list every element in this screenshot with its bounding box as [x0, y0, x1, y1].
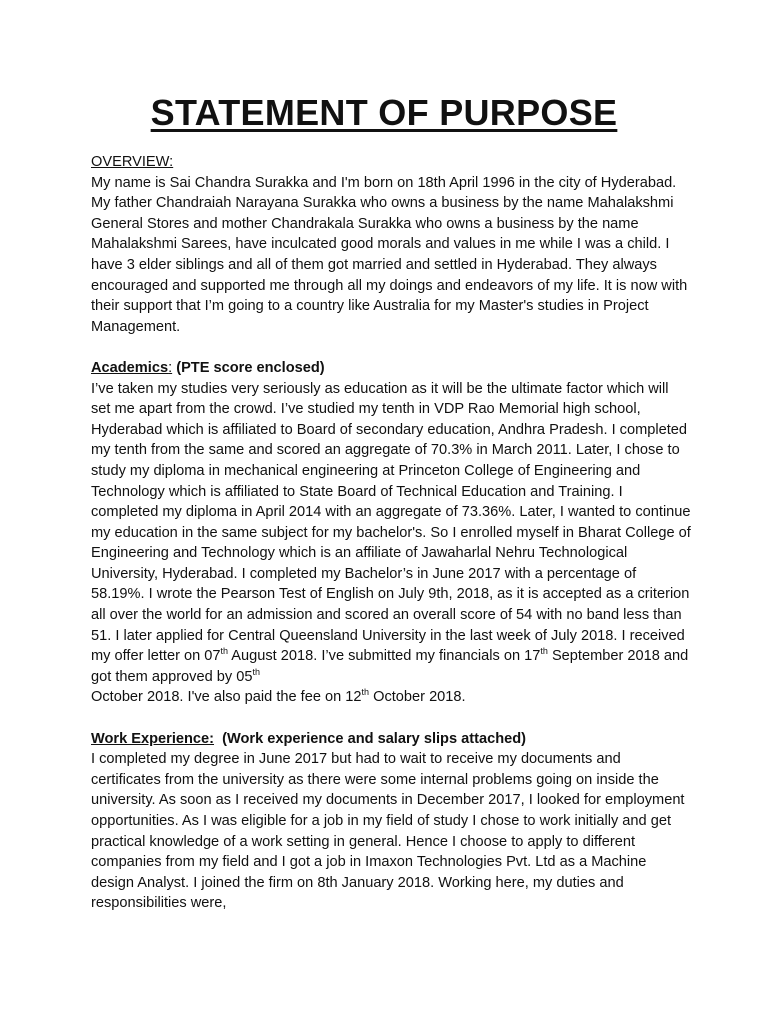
work-heading-label: Work Experience: — [91, 730, 215, 747]
academics-heading-label: Academics — [91, 359, 169, 376]
work-heading — [91, 729, 691, 750]
academics-heading — [91, 358, 691, 379]
document-body — [91, 152, 691, 914]
academics-sup-2: th — [540, 646, 548, 657]
paragraph-gap — [91, 708, 691, 729]
academics-sup-3: th — [252, 666, 260, 677]
academics-heading-note: (PTE score enclosed) — [176, 359, 325, 376]
work-heading-note: (Work experience and salary slips attached) — [222, 730, 527, 747]
academics-text-3: September 2018 and got them approved by 05 — [91, 648, 689, 685]
academics-sup-4: th — [361, 687, 370, 698]
academics-sup-1: th — [220, 646, 229, 657]
academics-paragraph — [91, 379, 691, 709]
academics-text-1: I’ve taken my studies very seriously as education as it will be the ultimate factor which will set me apart from the crowd. I’ve studied my tenth in VDP Rao Memorial high school, Hyderabad which is affiliated to Board of secondary education, Andhra Pradesh. I completed my tenth from the same and scored an aggregate of 70.3% in March 2011. Later, I chose to study my diploma in mechanical engineering at Princeton College of Engineering and Technology which is affiliated to State Board of Technical Education and Training. I completed my diploma in April 2014 with an aggregate of 73.36%. Later, I wanted to continue my education in the same subject for my bachelor's. So I enrolled myself in Bharat College of Engineering and Technology which is an affiliate of Jawaharlal Nehru Technological University, Hyderabad. I completed my Bachelor’s in June 2017 with a percentage of 58.19%. I wrote the Pearson Test of English on July 9th, 2018, as it is accepted as a criterion all over the world for an admission and scored an overall score of 54 with no band less than 51. I later applied for Central Queensland University in the last week of July 2018. I received my offer letter on 07 — [91, 380, 691, 665]
work-paragraph: I completed my degree in June 2017 but had to wait to receive my documents and certificates from the university as there were some internal problems going on inside the university. As soon as I received my documents in December 2017, I looked for employment opportunities. As I was eligible for a job in my field of study I chose to work initially and get practical knowledge of a work setting in general. Hence I choose to apply to different companies from my field and I got a job in Imaxon Technologies Pvt. Ltd as a Machine design Analyst. I joined the firm on 8th January 2018. Working here, my duties and responsibilities were, — [91, 751, 685, 912]
academics-text-2: August 2018. I’ve submitted my financials on 17 — [228, 648, 541, 665]
academics-text-4: October 2018. I've also paid the fee on 12 — [91, 689, 362, 706]
academics-heading-colon: : — [168, 359, 173, 376]
academics-text-5: October 2018. — [369, 689, 466, 706]
overview-heading — [91, 152, 691, 173]
overview-paragraph: My name is Sai Chandra Surakka and I'm born on 18th April 1996 in the city of Hyderabad. My father Chandraiah Narayana Surakka who owns a business by the name Mahalakshmi General Stores and mother Chandrakala Surakka who owns a business by the name Mahalakshmi Sarees, have inculcated good morals and values in me while I was a child. I have 3 elder siblings and all of them got married and settled in Hyderabad. They always encouraged and supported me through all my doings and endeavors of my life. It is now with their support that I’m going to a country like Australia for my Master's studies in Project Management. — [91, 174, 688, 335]
paragraph-gap — [91, 337, 691, 358]
document-title: STATEMENT OF PURPOSE — [150, 92, 618, 133]
overview-heading-text: OVERVIEW: — [91, 154, 174, 170]
